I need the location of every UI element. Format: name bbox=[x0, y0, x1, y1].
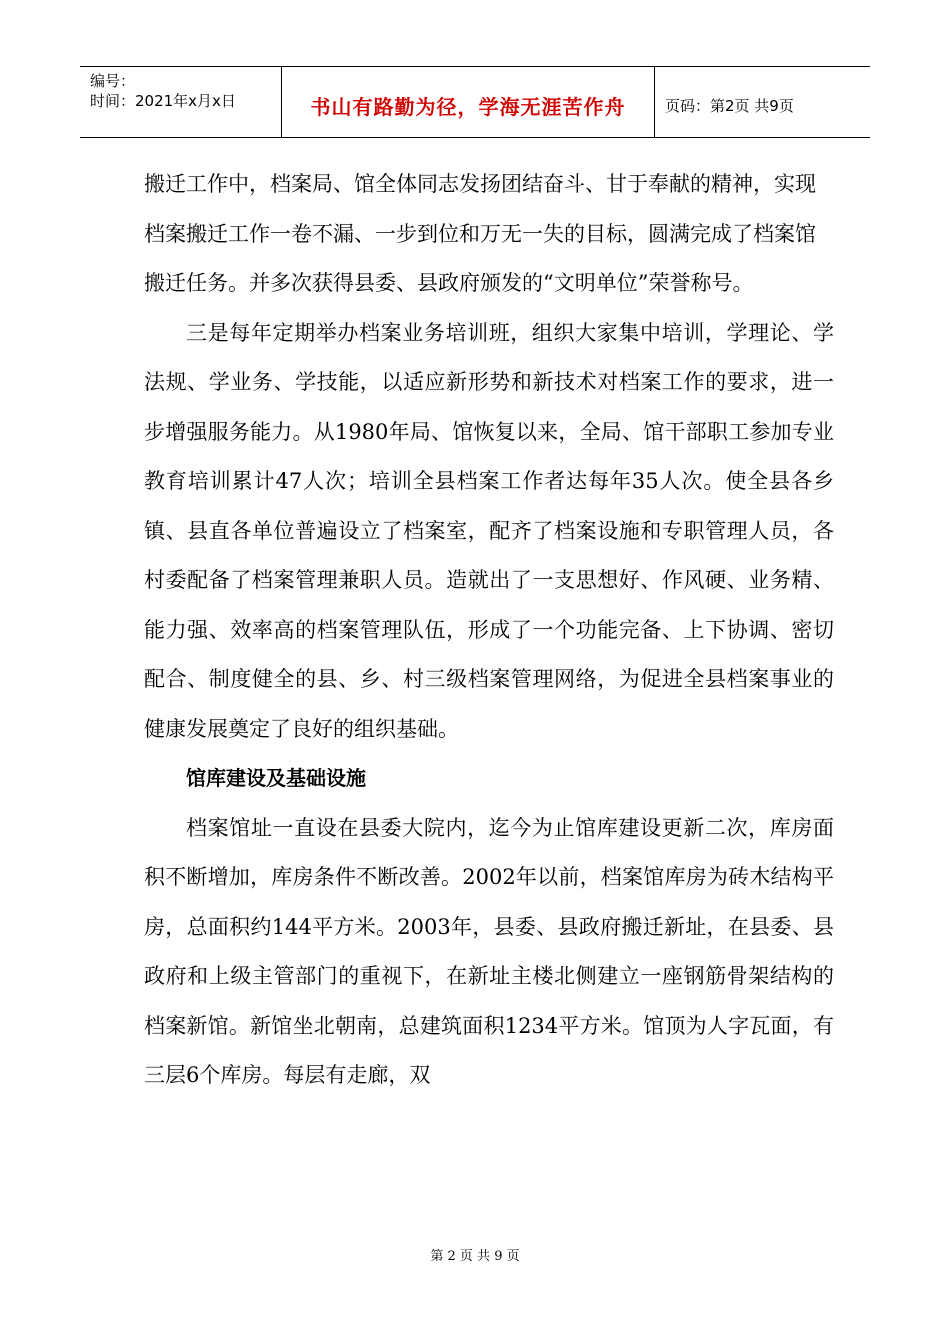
document-date-label: 时间：2021年x月x日 bbox=[90, 92, 236, 110]
header-page-info: 页码：第2页 共9页 bbox=[665, 96, 794, 115]
section-heading: 馆库建设及基础设施 bbox=[186, 766, 366, 790]
document-body bbox=[144, 160, 834, 1101]
paragraph-continuation: 搬迁工作中，档案局、馆全体同志发扬团结奋斗、甘于奉献的精神，实现档案搬迁工作一卷不漏、一步到位和万无一失的目标，圆满完成了档案馆搬迁任务。并多次获得县委、县政府颁发的“文明单位”荣誉称号。 bbox=[144, 172, 816, 295]
page-footer: 第 2 页 共 9 页 bbox=[430, 1249, 520, 1264]
document-number-label: 编号： bbox=[90, 72, 136, 90]
paragraph-training: 三是每年定期举办档案业务培训班，组织大家集中培训，学理论、学法规、学业务、学技能，以适应新形势和新技术对档案工作的要求，进一步增强服务能力。从1980年局、馆恢复以来，全局、馆干部职工参加专业教育培训累计47人次；培训全县档案工作者达每年35人次。使全县各乡镇、县直各单位普遍设立了档案室，配齐了档案设施和专职管理人员，各村委配备了档案管理兼职人员。造就出了一支思想好、作风硬、业务精、能力强、效率高的档案管理队伍，形成了一个功能完备、上下协调、密切配合、制度健全的县、乡、村三级档案管理网络，为促进全县档案事业的健康发展奠定了良好的组织基础。 bbox=[144, 320, 834, 741]
header-motto: 书山有路勤为径，学海无涯苦作舟 bbox=[282, 67, 655, 137]
header-meta bbox=[80, 67, 282, 137]
page-header bbox=[80, 66, 870, 138]
paragraph-facilities: 档案馆址一直设在县委大院内，迄今为止馆库建设更新二次，库房面积不断增加，库房条件不断改善。2002年以前，档案馆库房为砖木结构平房，总面积约144平方米。2003年，县委、县政府搬迁新址，在县委、县政府和上级主管部门的重视下，在新址主楼北侧建立一座钢筋骨架结构的档案新馆。新馆坐北朝南，总建筑面积1234平方米。馆顶为人字瓦面，有三层6个库房。每层有走廊，双 bbox=[144, 815, 834, 1087]
